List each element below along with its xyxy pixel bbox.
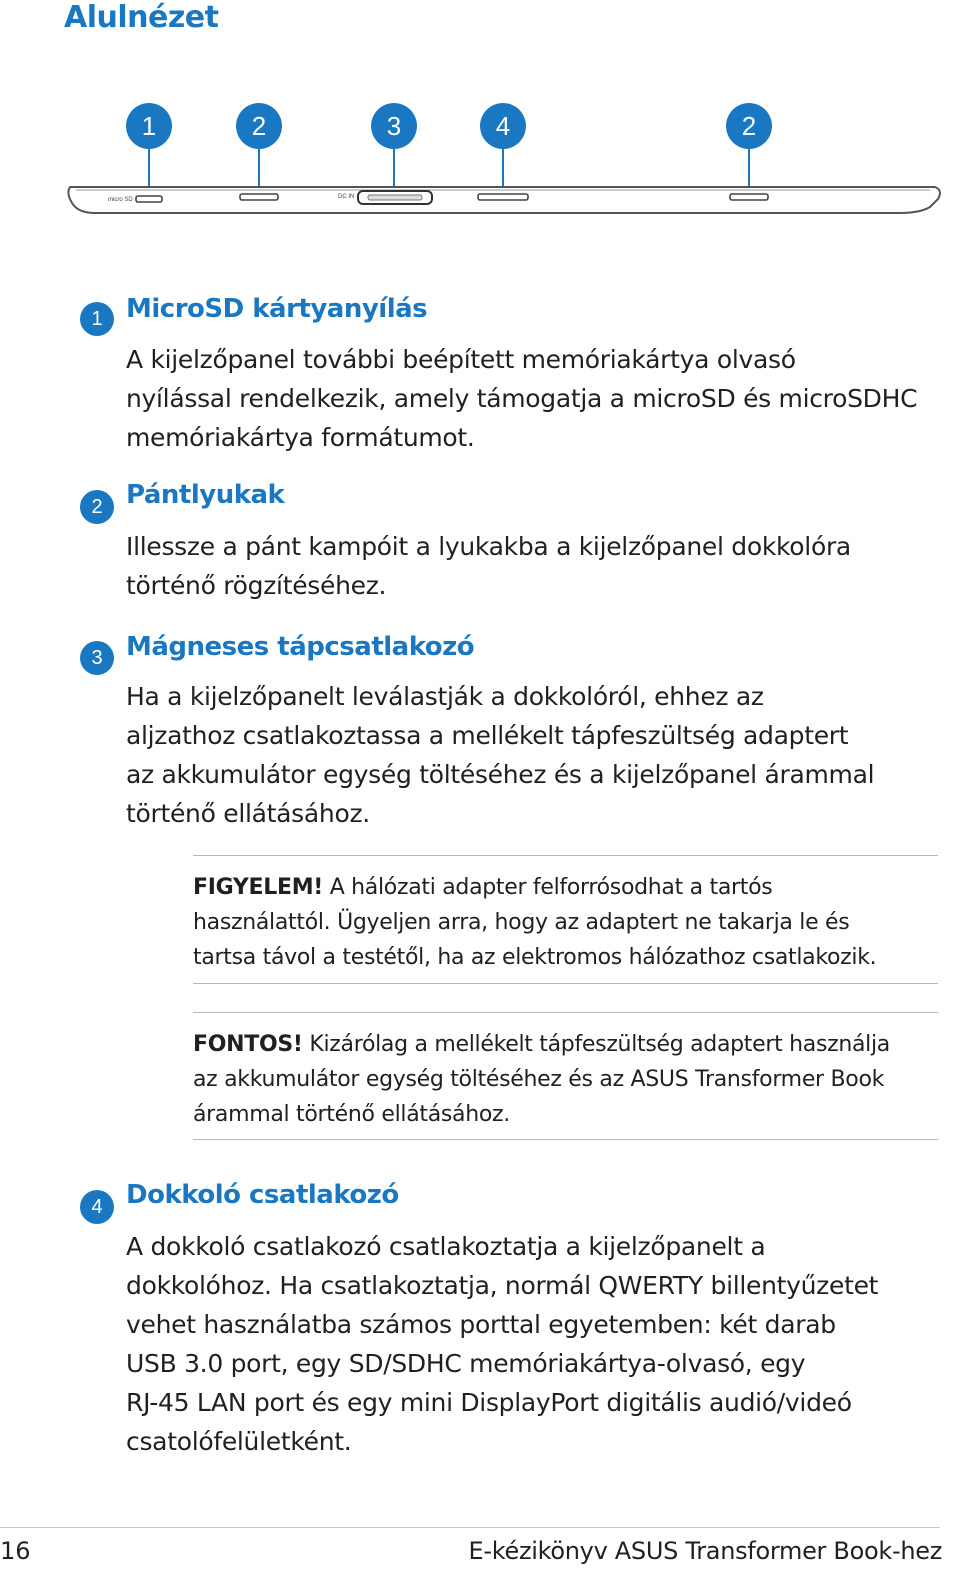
text-line: történő rögzítéséhez. [126, 571, 387, 600]
hinge-hole-right [730, 194, 768, 200]
text-line: dokkolóhoz. Ha csatlakoztatja, normál QWERTY billentyűzetet [126, 1271, 879, 1300]
text-line: árammal történő ellátásához. [193, 1102, 510, 1127]
dc-in-port-label: DC IN [338, 194, 355, 200]
docking-connector [478, 194, 528, 200]
text-line: Ha a kijelzőpanelt leválastják a dokkolóról, ehhez az [126, 682, 764, 711]
microsd-port-label: micro SD [108, 197, 133, 203]
callout-4: 4 [480, 103, 526, 149]
text-line: tartsa távol a testétől, ha az elektromos hálózathoz csatlakozik. [193, 945, 877, 970]
important-note [193, 1027, 938, 1132]
text-line: aljzathoz csatlakoztassa a mellékelt tápfeszültség adaptert [126, 721, 849, 750]
hinge-hole-left [240, 194, 278, 200]
section-number-4: 4 [80, 1190, 114, 1224]
text-line: memóriakártya formátumot. [126, 423, 475, 452]
section-body-hinge-holes [126, 527, 946, 605]
divider [193, 1139, 938, 1140]
divider [193, 983, 938, 984]
section-body-magnetic-power [126, 677, 946, 833]
important-line-1: FONTOS! Kizárólag a mellékelt tápfeszültség adaptert használja [193, 1032, 890, 1057]
section-body-docking-connector [126, 1227, 946, 1461]
text-line: USB 3.0 port, egy SD/SDHC memóriakártya-olvasó, egy [126, 1349, 806, 1378]
text-line: A kijelzőpanel további beépített memóriakártya olvasó [126, 345, 796, 374]
warning-label: FIGYELEM! [193, 875, 324, 900]
section-title-microsd: MicroSD kártyanyílás [126, 294, 428, 324]
text-line: Illessze a pánt kampóit a lyukakba a kijelzőpanel dokkolóra [126, 532, 851, 561]
section-title-docking-connector: Dokkoló csatlakozó [126, 1180, 399, 1210]
text-line: csatolófelületként. [126, 1427, 352, 1456]
text-line: történő ellátásához. [126, 799, 370, 828]
warning-line-1: FIGYELEM! A hálózati adapter felforrósodhat a tartós [193, 875, 773, 900]
divider [193, 855, 938, 856]
divider [193, 1012, 938, 1013]
callout-1: 1 [126, 103, 172, 149]
text-line: A dokkoló csatlakozó csatlakoztatja a kijelzőpanelt a [126, 1232, 766, 1261]
section-number-1: 1 [80, 302, 114, 336]
callout-2: 2 [236, 103, 282, 149]
text-line: nyílással rendelkezik, amely támogatja a microSD és microSDHC [126, 384, 918, 413]
callout-3: 3 [371, 103, 417, 149]
page-title: Alulnézet [64, 0, 219, 35]
page-number: 16 [0, 1537, 31, 1565]
text-line: az akkumulátor egység töltéséhez és az ASUS Transformer Book [193, 1067, 885, 1092]
callout-5: 2 [726, 103, 772, 149]
microsd-slot [136, 196, 162, 202]
footer-divider [0, 1527, 940, 1528]
section-title-hinge-holes: Pántlyukak [126, 480, 285, 510]
text-line: vehet használatba számos porttal egyetemben: két darab [126, 1310, 836, 1339]
text-line: RJ-45 LAN port és egy mini DisplayPort digitális audió/videó [126, 1388, 852, 1417]
important-label: FONTOS! [193, 1032, 303, 1057]
section-number-3: 3 [80, 641, 114, 675]
text-line: használattól. Ügyeljen arra, hogy az adaptert ne takarja le és [193, 910, 850, 935]
section-number-2: 2 [80, 490, 114, 524]
section-title-magnetic-power: Mágneses tápcsatlakozó [126, 632, 475, 662]
text-line: az akkumulátor egység töltéséhez és a kijelzőpanel árammal [126, 760, 875, 789]
device-bottom-view-diagram [0, 95, 960, 225]
section-body-microsd [126, 340, 946, 457]
warning-note [193, 870, 938, 975]
footer-book-title: E-kézikönyv ASUS Transformer Book-hez [468, 1537, 942, 1565]
device-edge-outline [0, 95, 960, 225]
